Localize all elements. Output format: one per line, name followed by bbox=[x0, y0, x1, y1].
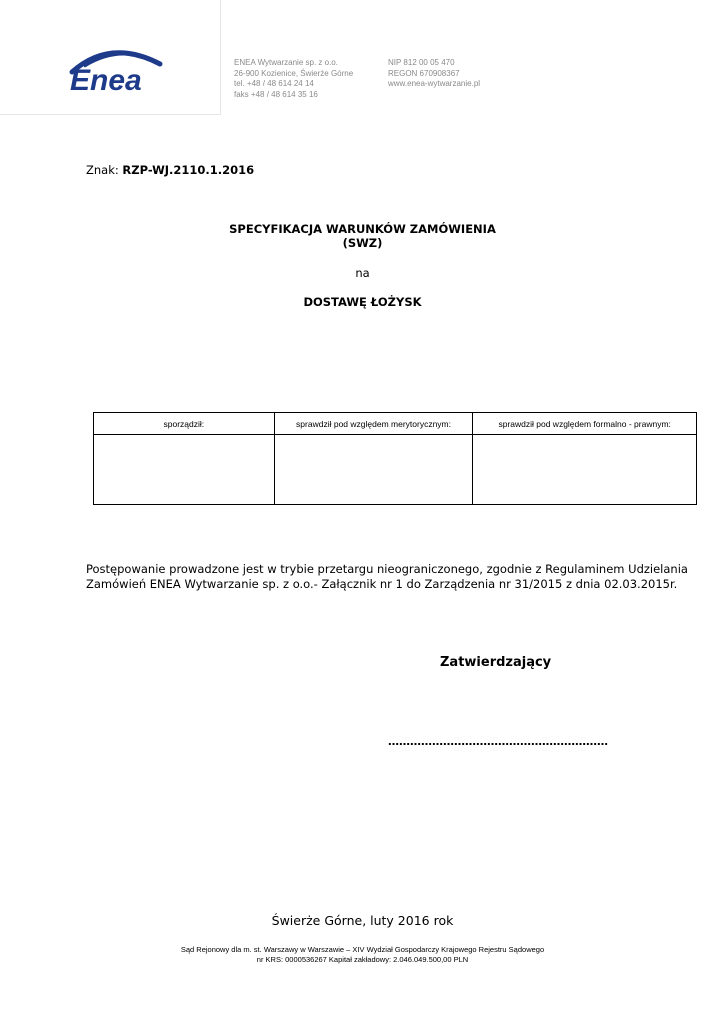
logo-box bbox=[0, 0, 221, 115]
enea-logo-icon bbox=[0, 0, 220, 114]
approver-signature-line: …………………………………………………… bbox=[388, 735, 608, 748]
company-phone: tel. +48 / 48 614 24 14 bbox=[234, 79, 314, 88]
logo-wordmark: Enea bbox=[70, 64, 142, 97]
footer-court: Sąd Rejonowy dla m. st. Warszawy w Warszawie – XIV Wydział Gospodarczy Krajowego Rejestru Sądowego bbox=[180, 945, 545, 954]
company-regon: REGON 670908367 bbox=[388, 68, 460, 78]
company-website: www.enea-wytwarzanie.pl bbox=[388, 79, 481, 88]
footer bbox=[0, 945, 725, 965]
company-registry bbox=[388, 58, 480, 90]
procedure-line-2: Zamówień ENEA Wytwarzanie sp. z o.o.- Załącznik nr 1 do Zarządzenia nr 31/2015 z dnia 02.03.2015r. bbox=[86, 577, 678, 591]
company-address: 26-900 Kozienice, Świerże Górne bbox=[234, 68, 354, 78]
header-checked-legal: sprawdził pod względem formalno - prawnym: bbox=[473, 413, 697, 435]
signature-cell-legal bbox=[473, 435, 697, 505]
place-date: Świerże Górne, luty 2016 rok bbox=[271, 913, 454, 928]
company-nip: NIP 812 00 05 470 bbox=[388, 58, 455, 67]
approver-label: Zatwierdzający bbox=[440, 655, 552, 670]
company-info bbox=[234, 58, 353, 100]
reference bbox=[86, 163, 254, 177]
reference-number: RZP-WJ.2110.1.2016 bbox=[122, 163, 255, 177]
footer-krs: nr KRS: 0000536267 Kapitał zakładowy: 2.046.049.500,00 PLN bbox=[256, 955, 469, 964]
reference-label: Znak: bbox=[86, 163, 119, 177]
header-checked-substantive: sprawdził pod względem merytorycznym: bbox=[274, 413, 473, 435]
header-prepared-by: sporządził: bbox=[94, 413, 275, 435]
title-connector: na bbox=[355, 266, 370, 280]
document-title: SPECYFIKACJA WARUNKÓW ZAMÓWIENIA bbox=[229, 222, 496, 236]
signature-table bbox=[93, 412, 697, 505]
signature-table-header bbox=[94, 413, 697, 435]
document-title-abbrev: (SWZ) bbox=[342, 236, 383, 250]
procedure-line-1: Postępowanie prowadzone jest w trybie przetargu nieograniczonego, zgodnie z Regulaminem Udzielania bbox=[86, 562, 688, 576]
company-fax: faks +48 / 48 614 35 16 bbox=[234, 89, 318, 99]
signature-cell-substantive bbox=[274, 435, 473, 505]
order-subject: DOSTAWĘ ŁOŻYSK bbox=[303, 295, 422, 309]
signature-cell-prepared bbox=[94, 435, 275, 505]
signature-table-row bbox=[94, 435, 697, 505]
company-name: ENEA Wytwarzanie sp. z o.o. bbox=[234, 58, 338, 67]
